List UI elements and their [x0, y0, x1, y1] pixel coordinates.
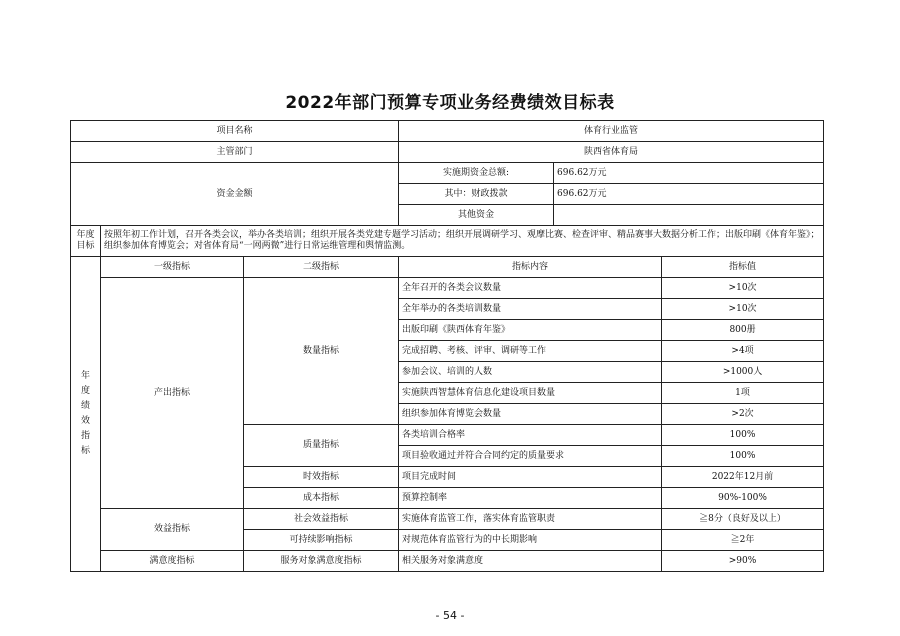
- table-row: [71, 278, 824, 299]
- indicator-value: >4项: [662, 341, 824, 362]
- annual-goal-text: 按照年初工作计划，召开各类会议，举办各类培训；组织开展各类党建专题学习活动；组织开展调研学习、观摩比赛、检查评审、精品赛事大数据分析工作；出版印刷《体育年鉴》；组织参加体育博览会；对省体育局“一网两微”进行日常运维管理和舆情监测。: [101, 226, 824, 257]
- header-value: 指标值: [662, 257, 824, 278]
- funding-label: 资金金额: [71, 163, 399, 226]
- indicator-value: >10次: [662, 299, 824, 320]
- indicator-content: 实施陕西智慧体育信息化建设项目数量: [399, 383, 662, 404]
- indicator-content: 参加会议、培训的人数: [399, 362, 662, 383]
- indicator-content: 组织参加体育博览会数量: [399, 404, 662, 425]
- annual-indicators-label-text: 年度绩效指标: [81, 371, 91, 456]
- annual-goal-row: [71, 226, 824, 257]
- sustainable-impact-label: 可持续影响指标: [244, 530, 399, 551]
- funding-row-total: [71, 163, 824, 184]
- indicator-value: 100%: [662, 425, 824, 446]
- table-row: [71, 551, 824, 572]
- funding-fiscal-value: 696.62万元: [554, 184, 824, 205]
- service-satisfaction-label: 服务对象满意度指标: [244, 551, 399, 572]
- indicator-value: ≧8分（良好及以上）: [662, 509, 824, 530]
- indicator-content: 完成招聘、考核、评审、调研等工作: [399, 341, 662, 362]
- department-value: 陕西省体育局: [399, 142, 824, 163]
- indicator-content: 实施体育监管工作，落实体育监管职责: [399, 509, 662, 530]
- indicator-value: ≧2年: [662, 530, 824, 551]
- cost-indicator-label: 成本指标: [244, 488, 399, 509]
- page-number: - 54 -: [435, 609, 465, 622]
- indicator-content: 全年举办的各类培训数量: [399, 299, 662, 320]
- indicator-value: >1000人: [662, 362, 824, 383]
- indicator-value: >2次: [662, 404, 824, 425]
- funding-total-label: 实施期资金总额:: [399, 163, 554, 184]
- annual-goal-label-line1: 年度: [76, 230, 95, 240]
- header-level2: 二级指标: [244, 257, 399, 278]
- funding-other-label: 其他资金: [399, 205, 554, 226]
- project-name-row: [71, 121, 824, 142]
- table-row: [71, 509, 824, 530]
- satisfaction-indicator-label: 满意度指标: [101, 551, 244, 572]
- header-level1: 一级指标: [101, 257, 244, 278]
- indicator-value: 90%-100%: [662, 488, 824, 509]
- header-content: 指标内容: [399, 257, 662, 278]
- indicator-value: >10次: [662, 278, 824, 299]
- project-name-value: 体育行业监管: [399, 121, 824, 142]
- indicator-value: 100%: [662, 446, 824, 467]
- indicator-content: 对规范体育监管行为的中长期影响: [399, 530, 662, 551]
- indicator-value: 1项: [662, 383, 824, 404]
- funding-total-value: 696.62万元: [554, 163, 824, 184]
- quality-indicator-label: 质量指标: [244, 425, 399, 467]
- social-benefit-label: 社会效益指标: [244, 509, 399, 530]
- annual-goal-label: [71, 226, 101, 257]
- indicator-content: 各类培训合格率: [399, 425, 662, 446]
- page-title: 2022年部门预算专项业务经费绩效目标表: [285, 93, 615, 113]
- annual-goal-label-line2: 目标: [76, 241, 95, 251]
- indicator-content: 项目验收通过并符合合同约定的质量要求: [399, 446, 662, 467]
- indicator-content: 出版印刷《陕西体育年鉴》: [399, 320, 662, 341]
- indicator-content: 预算控制率: [399, 488, 662, 509]
- funding-other-value: [554, 205, 824, 226]
- quantity-indicator-label: 数量指标: [244, 278, 399, 425]
- indicator-content: 全年召开的各类会议数量: [399, 278, 662, 299]
- indicator-value: 2022年12月前: [662, 467, 824, 488]
- performance-goal-table: [70, 120, 824, 572]
- output-indicator-label: 产出指标: [101, 278, 244, 509]
- department-row: [71, 142, 824, 163]
- project-name-label: 项目名称: [71, 121, 399, 142]
- indicator-content: 相关服务对象满意度: [399, 551, 662, 572]
- indicator-value: 800册: [662, 320, 824, 341]
- indicator-content: 项目完成时间: [399, 467, 662, 488]
- annual-indicators-label: [71, 257, 101, 572]
- timeliness-indicator-label: 时效指标: [244, 467, 399, 488]
- indicator-header-row: [71, 257, 824, 278]
- benefit-indicator-label: 效益指标: [101, 509, 244, 551]
- funding-fiscal-label: 其中：财政拨款: [399, 184, 554, 205]
- indicator-value: >90%: [662, 551, 824, 572]
- department-label: 主管部门: [71, 142, 399, 163]
